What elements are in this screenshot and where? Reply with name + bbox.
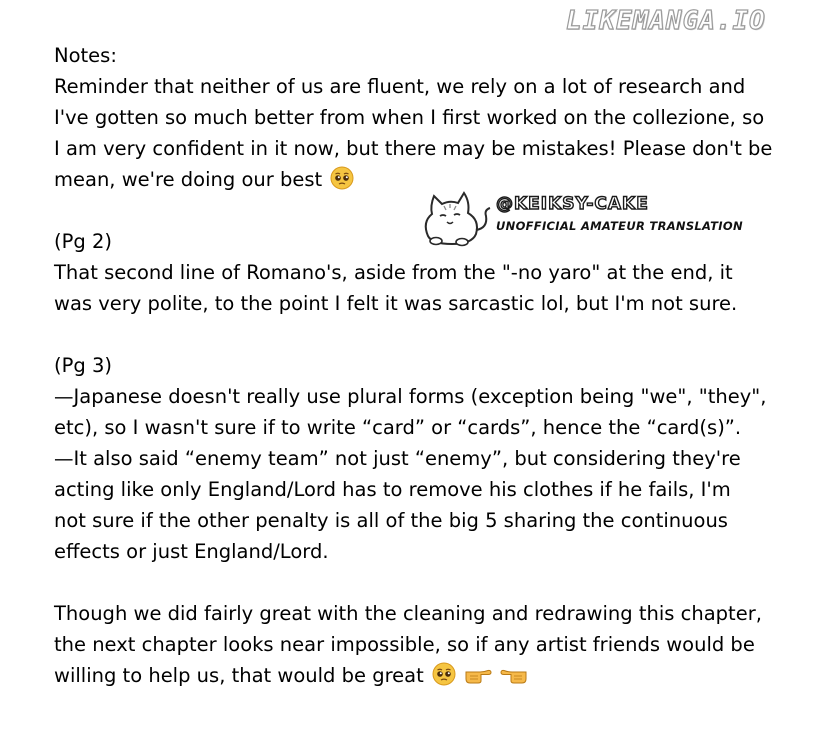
pointing-left-icon [500,664,528,695]
translator-credit [414,186,743,248]
watermark-text: LIKEMANGA.IO [566,6,766,36]
intro-line-text: mean, we're doing our best [54,168,323,191]
pg3-line: effects or just England/Lord. [54,540,329,563]
pg3-line: —Japanese doesn't really use plural forms (exception being "we", "they", [54,385,767,408]
cat-mascot-icon [414,186,494,252]
watermark [566,6,816,42]
pg3-heading: (Pg 3) [54,354,112,377]
pleading-face-icon [432,662,456,695]
spacer [54,319,814,350]
intro-line: I am very confident in it now, but there may be mistakes! Please don't be [54,137,773,160]
intro-line: I've gotten so much better from when I first worked on the collezione, so [54,106,765,129]
notes-heading: Notes: [54,44,117,67]
pg3-line: acting like only England/Lord has to remove his clothes if he fails, I'm [54,478,731,501]
notes-body [54,40,814,691]
closing-line: the next chapter looks near impossible, so if any artist friends would be [54,633,755,656]
closing-line-text: willing to help us, that would be great [54,664,424,687]
pg3-line: —It also said “enemy team” not just “enemy”, but considering they're [54,447,741,470]
pg3-line: not sure if the other penalty is all of the big 5 sharing the continuous [54,509,728,532]
translator-handle: @KEIKSY-CAKE [496,194,649,214]
pg2-line: That second line of Romano's, aside from the "-no yaro" at the end, it [54,261,733,284]
intro-line: Reminder that neither of us are fluent, we rely on a lot of research and [54,75,746,98]
pleading-face-icon [330,166,354,199]
pg2-line: was very polite, to the point I felt it was sarcastic lol, but I'm not sure. [54,292,738,315]
closing-line: Though we did fairly great with the cleaning and redrawing this chapter, [54,602,762,625]
closing-line-last [54,660,814,691]
spacer [54,567,814,598]
pg2-heading: (Pg 2) [54,230,112,253]
pg3-line: etc), so I wasn't sure if to write “card” or “cards”, hence the “card(s)”. [54,416,742,439]
translator-subtitle: UNOFFICIAL AMATEUR TRANSLATION [496,219,743,233]
pointing-right-icon [464,664,492,695]
